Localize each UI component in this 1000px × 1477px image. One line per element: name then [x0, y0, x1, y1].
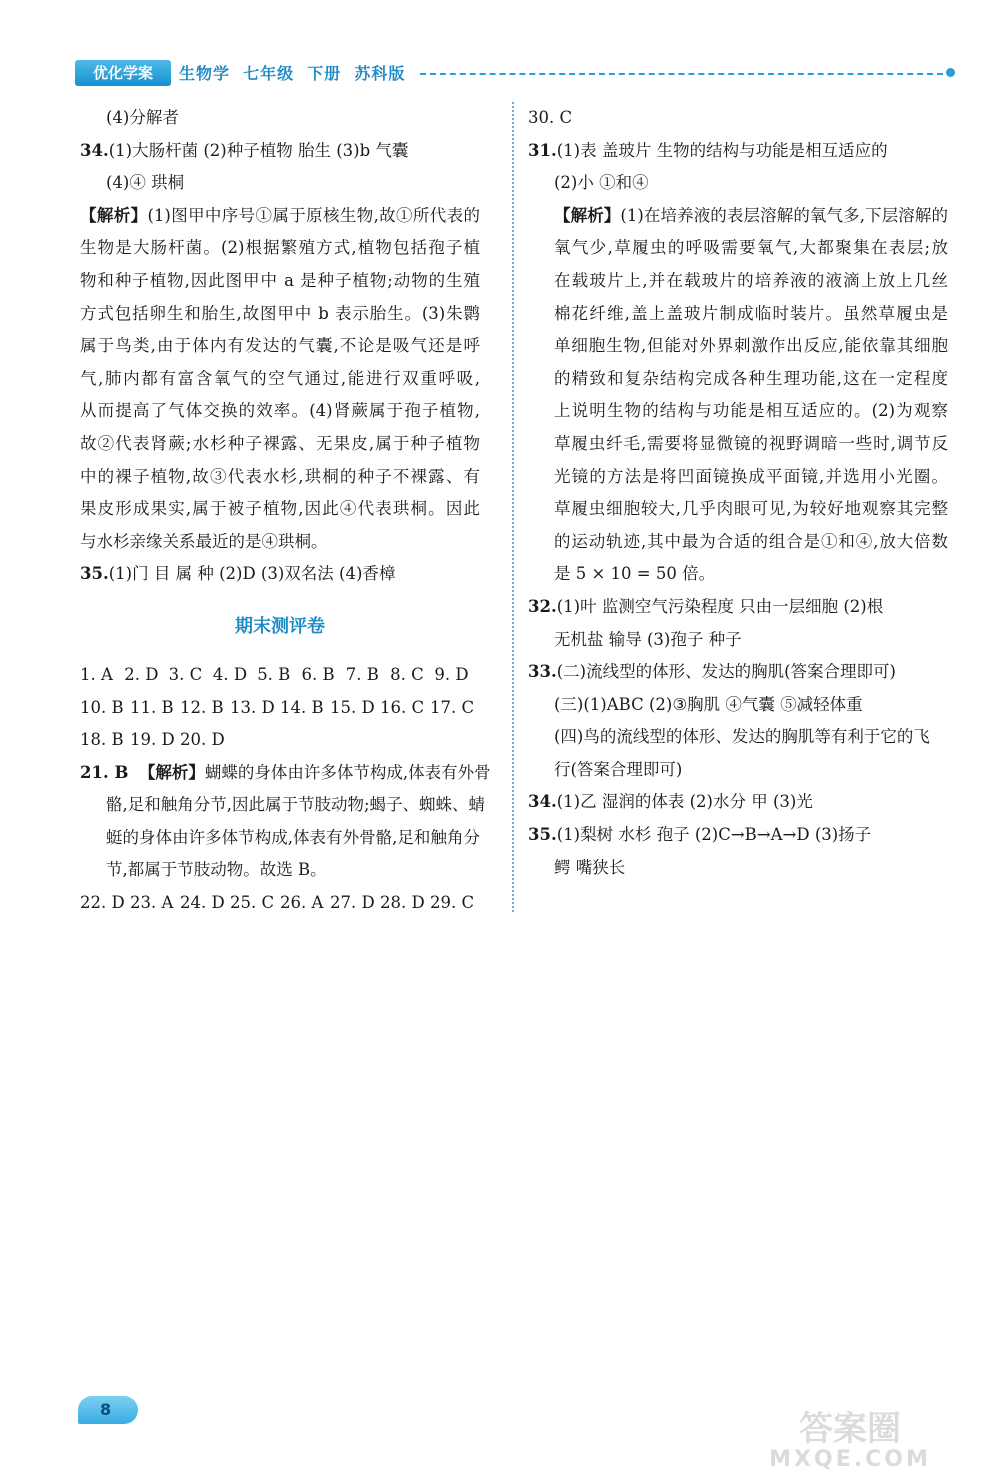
analysis-line: 属于鸟类,由于体内有发达的气囊,不论是吸气还是呼	[80, 336, 480, 356]
answer-line: 鳄 嘴狭长	[554, 857, 626, 877]
mc-answer: 6. B	[301, 664, 335, 684]
mc-answer: 16. C	[380, 697, 425, 717]
question-number: 35.	[528, 825, 557, 845]
page-header	[75, 60, 955, 88]
question-31	[528, 135, 948, 168]
analysis-line: 棉花纤维,盖上盖玻片制成临时装片。虽然草履虫是	[554, 303, 948, 323]
answer-line: (4)④ 珙桐	[106, 173, 185, 193]
mc-answer: 28. D	[380, 893, 425, 913]
mc-answer: 25. C	[230, 893, 275, 913]
analysis-line: 单细胞生物,但能对外界刺激作出反应,能依靠其细胞	[554, 336, 948, 356]
analysis-line: 生物是大肠杆菌。(2)根据繁殖方式,植物包括孢子植	[80, 238, 480, 258]
mc-answer: 15. D	[330, 697, 375, 717]
header-dotted-rule	[420, 73, 943, 75]
answer-line: (四)鸟的流线型的体形、发达的胸肌等有利于它的飞	[554, 727, 930, 747]
answer-text: (1)大肠杆菌 (2)种子植物 胎生 (3)b 气囊	[108, 140, 409, 160]
mc-row	[80, 724, 480, 757]
watermark-logo	[740, 1406, 960, 1470]
multiple-choice-answers	[80, 887, 480, 920]
column-divider	[512, 102, 514, 912]
mc-row	[80, 692, 480, 725]
question-35	[80, 558, 480, 591]
analysis-line	[80, 200, 480, 233]
question-34	[80, 135, 480, 168]
answer-text: (1)乙 湿润的体表 (2)水分 甲 (3)光	[556, 792, 813, 812]
header-rule-dot-icon	[946, 68, 955, 77]
section-title: 期末测评卷	[235, 615, 325, 637]
analysis-tag: 【解析】	[138, 762, 205, 782]
question-number: 32.	[528, 596, 557, 616]
question-33	[528, 656, 948, 689]
analysis-line: 果皮形成果实,属于被子植物,因此④代表珙桐。因此	[80, 499, 480, 519]
watermark-line2: MXQE.COM	[769, 1447, 931, 1470]
mc-answer: 3. C	[168, 664, 203, 684]
mc-answer: 20. D	[180, 730, 225, 750]
mc-answer: 4. D	[212, 664, 248, 684]
answer-text: (1)表 盖玻片 生物的结构与功能是相互适应的	[556, 140, 888, 160]
watermark-line1: 答案圈	[799, 1409, 901, 1449]
question-number: 34.	[80, 140, 109, 160]
mc-answer: 8. C	[390, 664, 424, 684]
question-number: 34.	[528, 792, 557, 812]
question-34	[528, 786, 948, 819]
book-title: 生物学 七年级 下册 苏科版	[179, 64, 406, 83]
analysis-tag: 【解析】	[80, 205, 148, 225]
question-32	[528, 591, 948, 624]
mc-answer: 14. B	[280, 697, 324, 717]
mc-answer: 11. B	[130, 697, 174, 717]
mc-row	[80, 659, 480, 692]
answer-line: 无机盐 输导 (3)孢子 种子	[554, 629, 742, 649]
mc-answer: 26. A	[280, 893, 324, 913]
mc-answer: 23. A	[130, 893, 174, 913]
answer-line: (2)小 ①和④	[554, 173, 649, 193]
analysis-line: 骼,足和触角分节,因此属于节肢动物;蝎子、蜘蛛、蜻	[106, 795, 486, 815]
question-21	[80, 757, 491, 790]
mc-answer: 5. B	[257, 664, 291, 684]
analysis-tag: 【解析】	[554, 205, 621, 225]
mc-answer: 18. B	[80, 730, 124, 750]
analysis-line: 物和种子植物,因此图甲中 a 是种子植物;动物的生殖	[80, 270, 480, 290]
mc-answer: 29. C	[430, 893, 475, 913]
mc-answer: 10. B	[80, 697, 124, 717]
analysis-line: 氧气少,草履虫的呼吸需要氧气,大都聚集在表层;放	[554, 238, 948, 258]
analysis-line: 草履虫纤毛,需要将显微镜的视野调暗一些时,调节反	[554, 433, 948, 453]
mc-answer: 17. C	[430, 697, 475, 717]
mc-answer: 2. D	[124, 664, 159, 684]
right-column	[528, 102, 948, 884]
question-35	[528, 819, 948, 852]
analysis-line: 气,肺内都有富含氧气的空气通过,能进行双重呼吸,	[80, 368, 480, 388]
analysis-line: 光镜的方法是将凹面镜换成平面镜,并选用小光圈。	[554, 466, 948, 486]
answer-line: (三)(1)ABC (2)③胸肌 ④气囊 ⑤减轻体重	[554, 694, 863, 714]
mc-answer: 13. D	[230, 697, 275, 717]
analysis-line: 从而提高了气体交换的效率。(4)肾蕨属于孢子植物,	[80, 401, 480, 421]
mc-answer: 19. D	[130, 730, 175, 750]
analysis-line: 的精致和复杂结构完成各种生理功能,这在一定程度	[554, 368, 948, 388]
analysis-line: 方式包括卵生和胎生,故图甲中 b 表示胎生。(3)朱鹮	[80, 303, 480, 323]
analysis-line: 故②代表肾蕨;水杉种子裸露、无果皮,属于种子植物	[80, 433, 480, 453]
question-number: 33.	[528, 662, 557, 682]
answer-text: (1)梨树 水杉 孢子 (2)C→B→A→D (3)扬子	[556, 825, 872, 845]
analysis-text: 蝴蝶的身体由许多体节构成,体表有外骨	[204, 762, 491, 782]
multiple-choice-answers	[80, 659, 480, 757]
mc-answer: 7. B	[345, 664, 379, 684]
analysis-line: 草履虫细胞较大,几乎肉眼可见,为较好地观察其完整	[554, 499, 948, 519]
analysis-line: 蜓的身体由许多体节构成,体表有外骨骼,足和触角分	[106, 827, 480, 847]
analysis-line: 是 5 × 10 = 50 倍。	[554, 564, 716, 584]
analysis-line: 上说明生物的结构与功能是相互适应的。(2)为观察	[554, 401, 948, 421]
analysis-text: (1)图甲中序号①属于原核生物,故①所代表的	[147, 205, 481, 225]
left-column	[80, 102, 491, 920]
mc-answer: 22. D	[80, 893, 125, 913]
analysis-line: 节,都属于节肢动物。故选 B。	[106, 860, 327, 880]
series-logo: 优化学案	[75, 60, 171, 86]
mc-answer: 9. D	[434, 664, 469, 684]
analysis-line: 在载玻片上,并在载玻片的培养液的液滴上放上几丝	[554, 270, 948, 290]
page-number: 8	[78, 1396, 138, 1424]
question-number: 31.	[528, 140, 557, 160]
mc-answer: 12. B	[180, 697, 224, 717]
answer-text: (1)叶 监测空气污染程度 只由一层细胞 (2)根	[556, 596, 884, 616]
mc-answer: 1. A	[80, 664, 113, 684]
question-number: 35.	[80, 564, 109, 584]
answer-line: 行(答案合理即可)	[554, 759, 683, 779]
question-30: 30. C	[528, 108, 573, 127]
mc-row	[80, 887, 480, 920]
analysis-line: 与水杉亲缘关系最近的是④珙桐。	[80, 531, 328, 551]
mc-answer: 27. D	[330, 893, 375, 913]
analysis-text: (1)在培养液的表层溶解的氧气多,下层溶解的	[620, 205, 949, 225]
answer-text: (1)门 目 属 种 (2)D (3)双名法 (4)香樟	[108, 564, 396, 584]
analysis-line: 的运动轨迹,其中最为合适的组合是①和④,放大倍数	[554, 531, 948, 551]
answer-text: (二)流线型的体形、发达的胸肌(答案合理即可)	[556, 662, 896, 682]
answer-line: (4)分解者	[106, 108, 179, 127]
question-number: 21. B	[80, 762, 129, 782]
analysis-line	[528, 200, 948, 233]
analysis-line: 中的裸子植物,故③代表水杉,珙桐的种子不裸露、有	[80, 466, 480, 486]
mc-answer: 24. D	[180, 893, 225, 913]
